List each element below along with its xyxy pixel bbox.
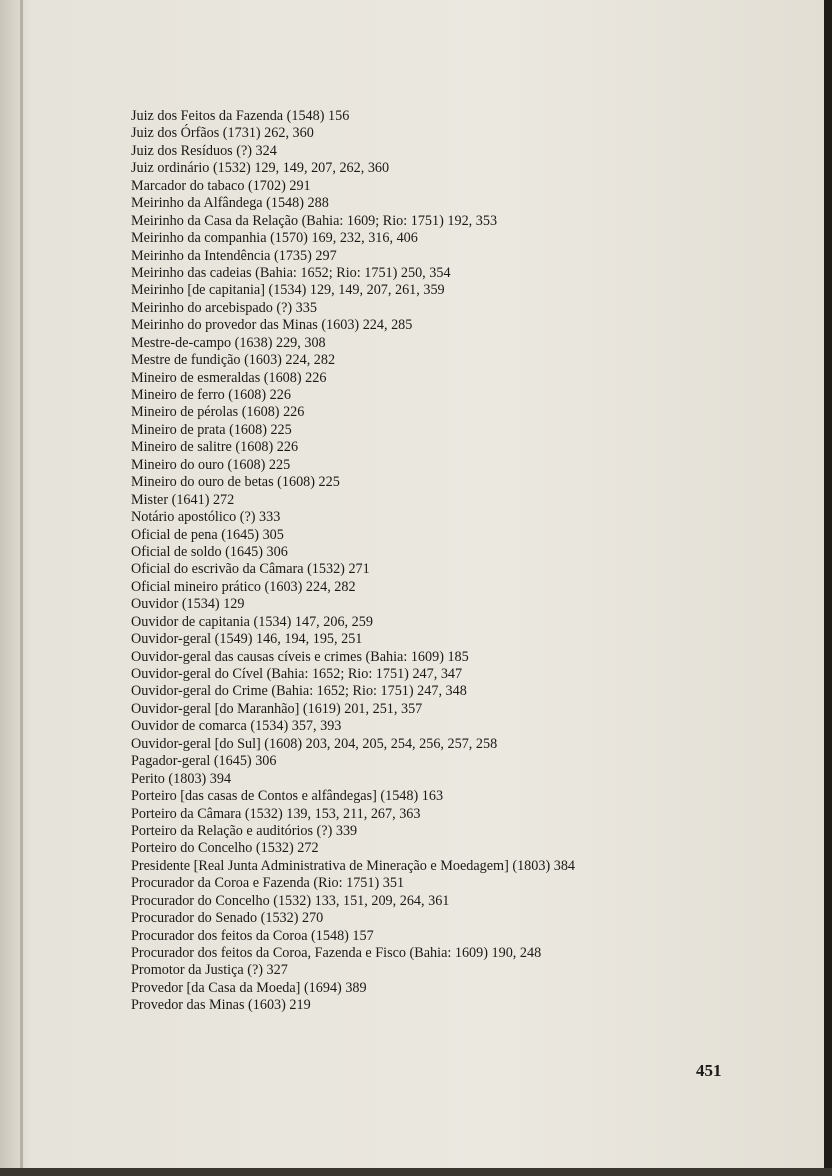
index-entry: Juiz dos Órfãos (1731) 262, 360	[131, 125, 314, 142]
index-entry: Procurador dos feitos da Coroa, Fazenda e Fisco (Bahia: 1609) 190, 248	[131, 945, 542, 961]
index-entry: Ouvidor-geral [do Maranhão] (1619) 201, 251, 357	[131, 700, 423, 717]
page-bottom-edge	[0, 1168, 832, 1176]
index-entry: Procurador do Concelho (1532) 133, 151, 209, 264, 361	[131, 892, 450, 909]
index-entry: Meirinho da Intendência (1735) 297	[131, 247, 337, 264]
index-entry: Meirinho [de capitania] (1534) 129, 149, 207, 261, 359	[131, 282, 445, 299]
index-entry: Ouvidor-geral do Cível (Bahia: 1652; Rio: 1751) 247, 347	[131, 666, 463, 682]
index-entry: Ouvidor de capitania (1534) 147, 206, 259	[131, 613, 373, 630]
index-entry: Juiz ordinário (1532) 129, 149, 207, 262, 360	[131, 160, 390, 177]
page-number: 451	[696, 1061, 722, 1080]
index-entry: Juiz dos Resíduos (?) 324	[131, 142, 277, 159]
index-entry: Meirinho da Casa da Relação (Bahia: 1609; Rio: 1751) 192, 353	[131, 212, 498, 229]
index-entry: Oficial de pena (1645) 305	[131, 526, 284, 543]
index-entry: Oficial de soldo (1645) 306	[131, 543, 288, 560]
index-entry: Porteiro do Concelho (1532) 272	[131, 840, 319, 857]
index-entry: Procurador do Senado (1532) 270	[131, 910, 324, 927]
index-entry: Meirinho do arcebispado (?) 335	[131, 299, 317, 316]
index-entry: Meirinho da companhia (1570) 169, 232, 316, 406	[131, 230, 418, 247]
index-entry: Mineiro de salitre (1608) 226	[131, 439, 299, 456]
index-entry: Procurador da Coroa e Fazenda (Rio: 1751) 351	[131, 875, 405, 892]
index-entry: Porteiro [das casas de Contos e alfândegas] (1548) 163	[131, 788, 444, 805]
index-entry: Pagador-geral (1645) 306	[131, 753, 277, 770]
index-entry: Mineiro de ferro (1608) 226	[131, 387, 291, 403]
index-entry: Ouvidor (1534) 129	[131, 596, 245, 613]
index-entry: Mestre de fundição (1603) 224, 282	[131, 352, 336, 369]
index-entry: Presidente [Real Junta Administrativa de Mineração e Moedagem] (1803) 384	[131, 857, 576, 874]
index-entry: Procurador dos feitos da Coroa (1548) 157	[131, 927, 374, 944]
index-entry: Provedor [da Casa da Moeda] (1694) 389	[131, 979, 367, 996]
index-entry: Ouvidor-geral das causas cíveis e crimes (Bahia: 1609) 185	[131, 648, 469, 665]
page-right-edge	[824, 0, 832, 1176]
index-entry: Mineiro do ouro de betas (1608) 225	[131, 474, 340, 491]
index-entry: Mister (1641) 272	[131, 491, 235, 508]
index-entry: Ouvidor-geral [do Sul] (1608) 203, 204, 205, 254, 256, 257, 258	[131, 735, 498, 752]
index-entry-list	[131, 108, 771, 1015]
index-entry: Mineiro de esmeraldas (1608) 226	[131, 369, 327, 386]
index-entry: Mineiro de prata (1608) 225	[131, 421, 292, 438]
index-entry: Marcador do tabaco (1702) 291	[131, 177, 311, 194]
index-entry: Promotor da Justiça (?) 327	[131, 962, 288, 979]
index-entry: Oficial mineiro prático (1603) 224, 282	[131, 578, 356, 595]
index-entry: Meirinho das cadeias (Bahia: 1652; Rio: 1751) 250, 354	[131, 264, 451, 281]
index-entry: Notário apostólico (?) 333	[131, 509, 281, 526]
index-entry: Meirinho do provedor das Minas (1603) 224, 285	[131, 317, 413, 334]
index-entry: Meirinho da Alfândega (1548) 288	[131, 195, 329, 212]
page-binding-shadow	[20, 0, 23, 1176]
index-entry: Ouvidor-geral (1549) 146, 194, 195, 251	[131, 631, 363, 648]
index-entry: Juiz dos Feitos da Fazenda (1548) 156	[131, 108, 350, 124]
index-entry: Mineiro de pérolas (1608) 226	[131, 404, 305, 421]
index-entry: Ouvidor-geral do Crime (Bahia: 1652; Rio: 1751) 247, 348	[131, 683, 467, 700]
index-entry: Oficial do escrivão da Câmara (1532) 271	[131, 561, 370, 578]
index-entry: Ouvidor de comarca (1534) 357, 393	[131, 718, 342, 735]
index-entry: Perito (1803) 394	[131, 770, 232, 787]
index-entry: Porteiro da Câmara (1532) 139, 153, 211, 267, 363	[131, 805, 421, 822]
index-entry: Provedor das Minas (1603) 219	[131, 997, 311, 1014]
index-entry: Mineiro do ouro (1608) 225	[131, 456, 291, 473]
index-entry: Porteiro da Relação e auditórios (?) 339	[131, 822, 358, 839]
index-entry: Mestre-de-campo (1638) 229, 308	[131, 334, 326, 351]
